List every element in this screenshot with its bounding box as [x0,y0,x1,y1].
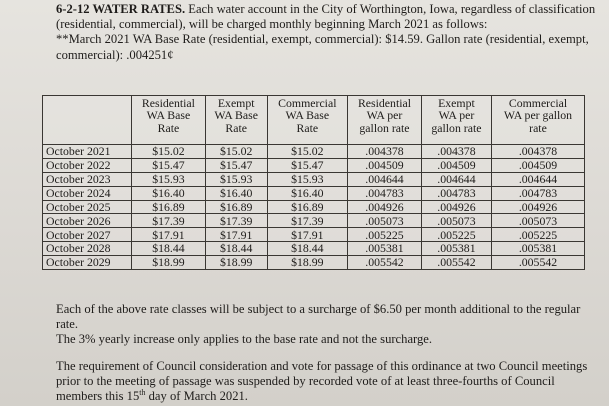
rate-cell: $18.99 [267,256,347,270]
table-row [43,214,585,228]
body-section [56,302,596,404]
rate-cell: $15.47 [205,158,267,172]
rate-cell: $16.89 [132,200,206,214]
column-header [267,96,347,145]
rate-cell: .005381 [348,242,422,256]
row-period-cell: October 2027 [43,228,132,242]
ordinal-suffix: th [139,387,146,397]
rate-cell: .004783 [421,186,491,200]
rate-cell: $17.91 [132,228,206,242]
rate-cell: $15.93 [267,172,347,186]
rate-cell: .004644 [491,172,584,186]
council-paragraph [56,359,596,405]
rate-cell: $16.40 [132,186,206,200]
column-header-line: Exempt [217,96,255,110]
rate-table-body [43,145,585,270]
table-row [43,186,585,200]
column-header-line: WA Base [285,108,330,123]
row-period-cell: October 2026 [43,214,132,228]
rate-cell: $17.91 [267,228,347,242]
column-header-line: gallon rate [359,120,410,135]
council-text-end: day of March 2021. [145,389,248,404]
rate-cell: $16.89 [205,200,267,214]
intro-paragraph [56,2,596,32]
column-header-line: WA Base [146,108,191,123]
rate-table-header [43,96,585,145]
rate-cell: $18.44 [205,242,267,256]
row-period-cell: October 2021 [43,145,132,159]
rate-cell: .004644 [348,172,422,186]
table-row [43,228,585,242]
rate-cell: .004926 [491,200,584,214]
table-row [43,172,585,186]
column-header-line: Rate [296,120,319,135]
column-header [491,96,584,145]
rate-cell: .004783 [348,186,422,200]
column-header [421,96,491,145]
intro-section [56,2,596,63]
rate-cell: $17.91 [205,228,267,242]
section-heading: 6-2-12 WATER RATES. [56,2,186,16]
surcharge-paragraph: Each of the above rate classes will be subject to a surcharge of $6.50 per month additional to the regular rate. [56,302,581,332]
row-period-cell: October 2029 [43,256,132,270]
rate-cell: $15.93 [132,172,206,186]
column-header-line: gallon rate [431,120,482,135]
rate-cell: .004509 [421,158,491,172]
rate-cell: $18.99 [132,256,206,270]
rate-cell: $15.02 [205,145,267,159]
column-header-line: Rate [157,120,180,135]
rate-cell: .005073 [421,214,491,228]
column-header-line: Exempt [438,96,475,110]
rate-cell: .005542 [348,256,422,270]
rate-cell: .005225 [348,228,422,242]
rate-cell: $15.47 [132,158,206,172]
intro-text: Each water account in the City of Worthington, Iowa, regardless of classification (residential, commercial), will be charged monthly beginning March 2021 as follows: [56,2,596,32]
rate-cell: $17.39 [267,214,347,228]
rate-cell: .005542 [421,256,491,270]
rate-cell: $18.99 [205,256,267,270]
row-period-cell: October 2023 [43,172,132,186]
column-header [132,96,206,145]
table-row [43,242,585,256]
rate-cell: .005073 [348,214,422,228]
row-period-cell: October 2025 [43,200,132,214]
table-row [43,200,585,214]
rate-cell: .004509 [491,158,584,172]
corner-cell [43,96,132,145]
column-header-line: Commercial [508,96,568,110]
table-row [43,158,585,172]
column-header-line: WA per gallon [503,108,573,123]
column-header-line: Residential [357,96,412,110]
council-text: The requirement of Council consideration and vote for passage of this ordinance at two Council meetings prior to the meeting of passage was suspended by recorded vote of at least three-fourths of Council members this 15 [56,358,588,404]
rate-cell: $17.39 [132,214,206,228]
column-header-line: WA Base [214,108,258,123]
increase-paragraph: The 3% yearly increase only applies to the base rate and not the surcharge. [56,332,433,347]
table-row [43,145,585,159]
table-row [43,256,585,270]
rate-cell: $15.93 [205,172,267,186]
base-rate-note: **March 2021 WA Base Rate (residential, exempt, commercial): $14.59. Gallon rate (residential, exempt, commercial): .004251¢ [56,32,589,62]
rate-cell: .005381 [421,242,491,256]
header-row [43,96,585,145]
column-header-line: Residential [141,96,195,110]
rate-cell: .005381 [491,242,584,256]
column-header-line: WA per [438,108,475,123]
rate-cell: .004378 [348,145,422,159]
rate-cell: .004926 [348,200,422,214]
rate-cell: $16.40 [205,186,267,200]
rate-cell: $15.02 [267,145,347,159]
rate-cell: $18.44 [132,242,206,256]
rate-cell: .005073 [491,214,584,228]
row-period-cell: October 2024 [43,186,132,200]
rate-cell: $15.02 [132,145,206,159]
rate-cell: .005225 [421,228,491,242]
rate-cell: .004644 [421,172,491,186]
column-header [205,96,267,145]
row-period-cell: October 2022 [43,158,132,172]
rate-cell: $18.44 [267,242,347,256]
column-header-line: Commercial [278,96,337,110]
column-header-line: rate [529,120,547,135]
column-header [348,96,422,145]
rate-cell: .004783 [491,186,584,200]
row-period-cell: October 2028 [43,242,132,256]
rate-cell: .005542 [491,256,584,270]
rate-cell: $17.39 [205,214,267,228]
column-header-line: WA per [366,108,403,123]
rate-cell: .004378 [421,145,491,159]
water-rate-table [42,95,585,270]
rate-cell: .004926 [421,200,491,214]
rate-cell: $16.89 [267,200,347,214]
rate-cell: $16.40 [267,186,347,200]
column-header-line: Rate [225,120,248,135]
rate-cell: $15.47 [267,158,347,172]
rate-cell: .005225 [491,228,584,242]
rate-cell: .004378 [491,145,584,159]
rate-cell: .004509 [348,158,422,172]
